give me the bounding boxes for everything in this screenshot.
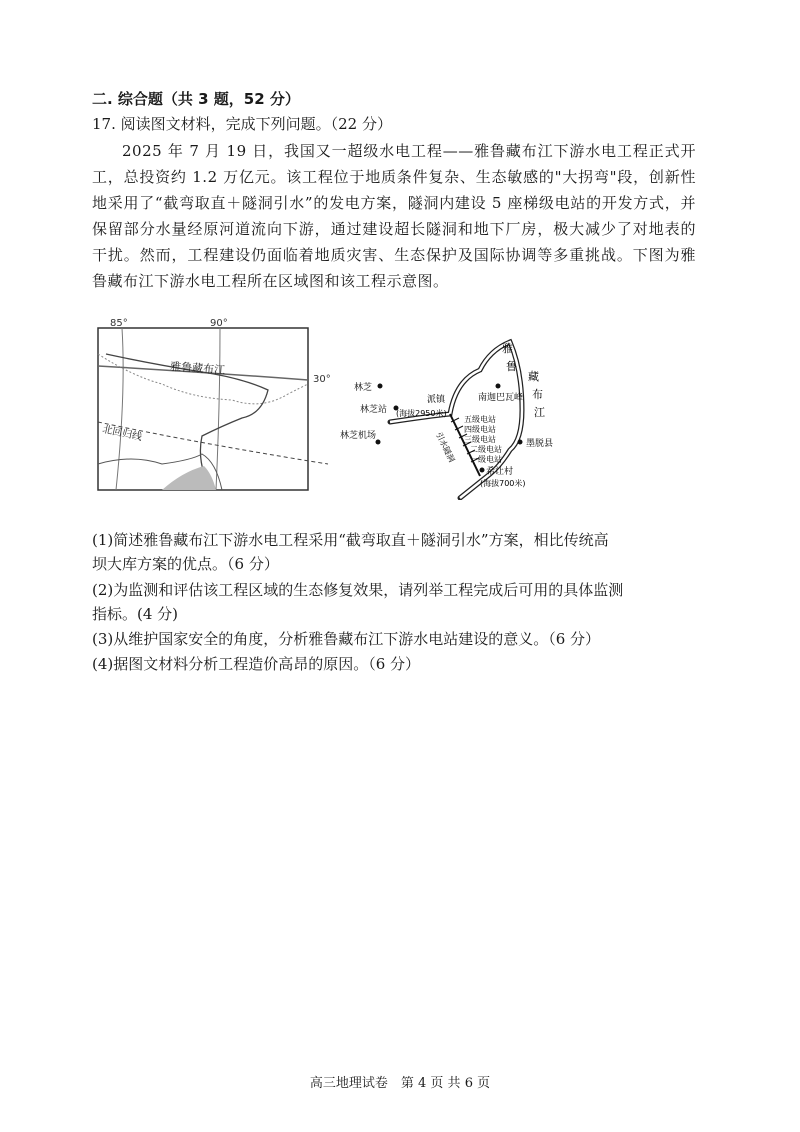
station-3: 三级电站: [464, 435, 496, 444]
linzhi-station-label: 林芝站: [360, 405, 388, 415]
paizhen-label: 派镇: [427, 395, 446, 405]
tunnel-label: 引水隧洞: [434, 430, 457, 464]
section-title: 二. 综合题（共 3 题，52 分）: [92, 90, 300, 108]
river-char-4: 布: [532, 388, 543, 401]
xirang-elev: (海拔700米): [480, 479, 526, 488]
station-2: 二级电站: [470, 445, 502, 454]
lon-85-label: 85°: [110, 318, 128, 329]
sub-question-1-line-1: (1)简述雅鲁藏布江下游水电工程采用“截弯取直＋隧洞引水”方案，相比传统高: [92, 531, 609, 549]
lat-30-label: 30°: [313, 374, 331, 385]
sub-question-2-line-2: 指标。(4 分): [92, 605, 179, 623]
station-5: 五级电站: [464, 415, 496, 424]
station-4: 四级电站: [464, 425, 496, 434]
region-map: [92, 314, 332, 499]
sub-question-2-line-1: (2)为监测和评估该工程区域的生态修复效果，请列举工程完成后可用的具体监测: [92, 581, 624, 599]
material-paragraph: 2025 年 7 月 19 日，我国又一超级水电工程——雅鲁藏布江下游水电工程正式开工，总投资约 1.2 万亿元。该工程位于地质条件复杂、生态敏感的"大拐弯"段，创新性地采用了“截弯取直＋隧洞引水”的发电方案，隧洞内建设 5 座梯级电站的开发方式，并保留部分水量经原河道流向下游，通过建设超长隧洞和地下厂房，极大减少了对地表的干扰。然而，工程建设仍面临着地质灾害、生态保护及国际协调等多重挑战。下图为雅鲁藏布江下游水电工程所在区域图和该工程示意图。: [92, 142, 696, 290]
namcha-dot: [496, 384, 501, 389]
page-footer: 高三地理试卷 第 4 页 共 6 页: [309, 1076, 491, 1091]
region-map-frame: [98, 328, 308, 490]
river-char-1: 雅: [502, 342, 513, 355]
river-label: 雅鲁藏布江: [169, 360, 226, 377]
tropic-label: 北回归线: [101, 424, 143, 444]
sub-question-4: (4)据图文材料分析工程造价高昂的原因。（6 分）: [92, 655, 421, 673]
river-char-5: 江: [534, 406, 545, 419]
linzhi-dot: [378, 384, 383, 389]
paizhen-elev: (海拔2950米): [396, 409, 447, 418]
medog-dot: [518, 440, 523, 445]
question-header: 17. 阅读图文材料，完成下列问题。（22 分）: [92, 115, 392, 133]
medog-label: 墨脱县: [526, 439, 554, 449]
linzhi-label: 林芝: [354, 383, 373, 393]
station-1: 一级电站: [470, 455, 502, 464]
linzhi-airport-label: 林芝机场: [340, 431, 377, 441]
lon-90-label: 90°: [210, 318, 228, 329]
sub-question-1-line-2: 坝大库方案的优点。（6 分）: [92, 555, 279, 573]
xirang-dot: [480, 468, 485, 473]
linzhi-airport-dot: [376, 440, 381, 445]
sub-question-3: (3)从维护国家安全的角度，分析雅鲁藏布江下游水电站建设的意义。（6 分）: [92, 630, 601, 648]
project-schematic: [330, 330, 580, 500]
namcha-label: 南迦巴瓦峰: [478, 393, 524, 403]
xirang-label: 希让村: [486, 467, 514, 477]
river-char-3: 藏: [528, 370, 539, 383]
river-char-2: 鲁: [506, 360, 517, 373]
